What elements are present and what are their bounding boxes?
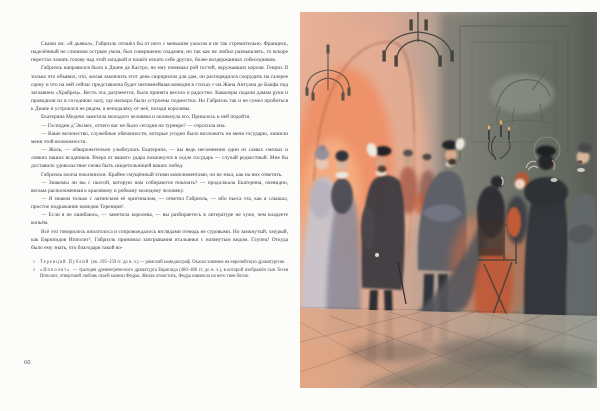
footnote-text: (ок. 195–159 гг. до н. э.) — римский комедиограф. Оказал влияние на европейскую драматургию. (91, 260, 286, 266)
paragraph: — Если я не ошибаюсь, — заметила королева, — вы разбираетесь в литературе не хуже, чем владеете копьём. (31, 212, 288, 227)
footnote-term: Теренций Публий (40, 260, 92, 266)
floor (300, 307, 597, 388)
footnote-marker: 2 (33, 267, 35, 272)
paragraph: Габриэль молча поклонился. Крайне смущённый этими комплиментами, он не знал, как на них ответить. (41, 171, 283, 178)
paragraph: — Ваше величество, служебные обязанности, которые угодно было возложить на меня государю, лишили меня этой возможности. (31, 130, 288, 145)
footnote (31, 260, 288, 267)
body-text (31, 40, 288, 282)
paragraph: Габриэль направился было к Диане де Кастро, но ему помешал рой гостей, окружавших короля. Генрих II только что объявил, что, желая закончить этот день сюрпризом для дам, он распорядился соорудить на галерее сцену и что на ней сейчас представлена будет интимнейшая комедия в стихах г-на Жана Антуана де Баифа под заглавием «Храбрец». Весть эта, разумеется, была принята весело и радостно. Кавалеры подали дамам руки и проводили их в соседнюю залу, где наскоро были устроены подмостки. Но Габриэль так и не сумел пробиться к Диане и устроился не рядом, а неподалёку от неё, позади королевы. (31, 65, 288, 113)
footnotes (31, 260, 288, 281)
footnote-marker: 1 (33, 260, 35, 265)
footnote-text: — трагедия древнегреческого драматурга Еврипида (480–406 гг. до н. э.), в которой изображён сын Тесея Ипполит, отвергший любовь своей мачехи Федры. Желая отомстить, Федра навлекла на него гнев богов. (40, 267, 288, 280)
paragraph: Всё это говорилось вполголоса и сопровождалось взглядами отнюдь не суровыми. Но замкнутый, хмурый, как Еврипидов Ипполит², Габриэль принимал заигрывания итальянки с натянутым видом. Глупец! Откуда было ему знать, что благодаря такой во- (31, 228, 288, 251)
right-page-illustration (300, 12, 597, 388)
paragraph: — Жаль, — обворожительно улыбнулась Екатерина, — вы ведь несомненно один из самых смелых и ловких наших всадников. Вчера от вашего удара покачнулся в седле государь — случай редкостный. Мне бы доставило удовольствие снова быть свидетельницей ваших побед. (31, 147, 288, 170)
paragraph: Екатерина Медичи заметила молодого человека и окликнула его. Пришлось к ней подойти. (41, 114, 251, 121)
footnote-term: «Ипполит» (40, 267, 73, 273)
page-number: 60 (24, 359, 31, 366)
paragraph: — Господин д’Эксмес, отчего вас не было сегодня на турнире? — спросила она. (41, 122, 226, 129)
court-scene-svg (300, 12, 597, 388)
paragraph: Скажи он: «Я дьявол», Габриэль отошёл бы от него с меньшим ужасом и не так стремительно. Франциск, наделённый не слишком острым умом, был совершенно озадачен, но так как не любил размышлять, то вскоре перестал ломать голову над этой загадкой и пошёл искать себе других, более воздержанных собеседников. (31, 41, 288, 64)
footnote (31, 268, 288, 281)
paragraph: — Знакомы ли вы с пьесой, которую нам собираются показать? — продолжала Екатерина, очевидно, весьма расположенная к красивому и робкому молодому человеку. (31, 179, 288, 194)
paragraph: — Я знаком только с латинским её оригиналом, — ответил Габриэль, — ибо пьеса эта, как я слышал, простое подражание комедии Теренция¹. (31, 195, 288, 211)
